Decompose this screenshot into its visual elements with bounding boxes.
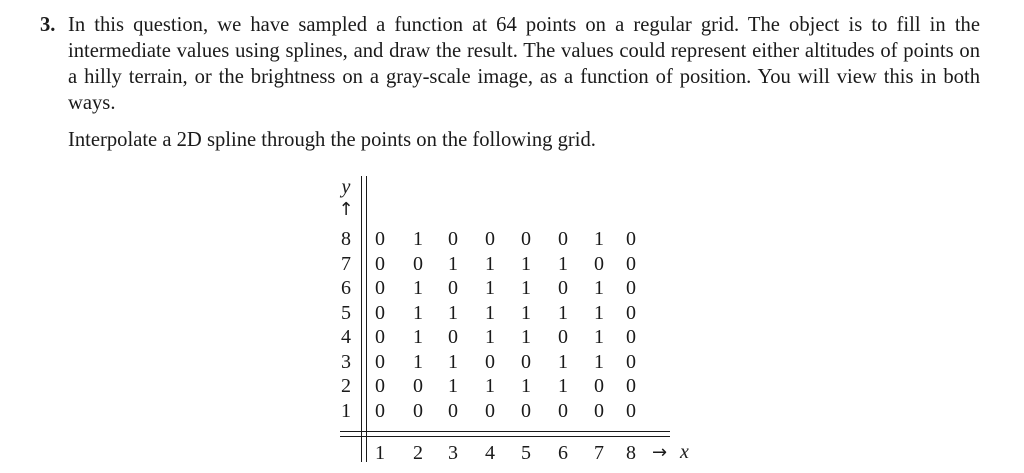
grid-cell: 0	[626, 350, 636, 373]
grid-cell: 0	[594, 375, 604, 397]
grid-cell: 1	[448, 350, 458, 373]
grid-cell: 1	[448, 375, 458, 397]
grid-cell: 1	[594, 301, 604, 324]
grid-cell: 0	[558, 326, 568, 348]
grid-cell: 1	[413, 301, 423, 324]
grid-cell: 0	[448, 228, 458, 250]
grid-cell: 1	[485, 301, 495, 324]
grid-cell: 1	[413, 350, 423, 373]
row-label: 4	[341, 326, 351, 348]
grid-cell: 0	[375, 350, 385, 373]
grid-cell: 0	[485, 399, 495, 422]
grid-cell: 0	[521, 399, 531, 422]
row-label: 7	[341, 252, 351, 275]
grid-cell: 0	[485, 350, 495, 373]
y-axis-arrow: ↑	[338, 199, 354, 220]
grid-cell: 1	[448, 252, 458, 275]
column-label: 3	[448, 442, 458, 464]
grid-cell: 1	[485, 375, 495, 397]
grid-cell: 0	[558, 228, 568, 250]
grid-cell: 0	[521, 228, 531, 250]
grid-cell: 1	[558, 350, 568, 373]
problem-text: In this question, we have sampled a function at 64 points on a regular grid. The object is to fill in the intermediate values using splines, and draw the result. The values could represent either altitudes of points on a hilly terrain, or the brightness on a gray-scale image, as a function of position. You will view this in both ways.	[68, 14, 980, 114]
x-axis-arrow: →	[652, 442, 668, 463]
column-label: 7	[594, 442, 604, 464]
x-axis-label: x	[680, 441, 689, 463]
column-label: 5	[521, 442, 531, 464]
row-label: 3	[341, 350, 351, 373]
grid-cell: 1	[521, 375, 531, 397]
column-label: 1	[375, 442, 385, 464]
grid-cell: 0	[375, 375, 385, 397]
grid-cell: 0	[521, 350, 531, 373]
grid-horizontal-rule-top	[340, 431, 670, 432]
grid-cell: 1	[413, 326, 423, 348]
grid-cell: 0	[626, 277, 636, 299]
grid-cell: 1	[558, 375, 568, 397]
grid-cell: 0	[375, 252, 385, 275]
grid-cell: 1	[485, 252, 495, 275]
grid-cell: 0	[594, 252, 604, 275]
grid-cell: 1	[521, 252, 531, 275]
grid-cell: 1	[594, 350, 604, 373]
grid-cell: 0	[448, 326, 458, 348]
grid-cell: 0	[626, 252, 636, 275]
grid-cell: 0	[594, 399, 604, 422]
grid-cell: 1	[594, 228, 604, 250]
grid-cell: 1	[521, 277, 531, 299]
grid-cell: 0	[375, 277, 385, 299]
grid-cell: 0	[626, 301, 636, 324]
grid-horizontal-rule-bottom	[340, 436, 670, 437]
column-label: 2	[413, 442, 423, 464]
row-label: 6	[341, 277, 351, 299]
grid-cell: 1	[594, 277, 604, 299]
grid-cell: 1	[558, 252, 568, 275]
grid-cell: 0	[485, 228, 495, 250]
grid-cell: 0	[413, 252, 423, 275]
grid-cell: 1	[448, 301, 458, 324]
row-label: 1	[341, 399, 351, 422]
grid-cell: 1	[594, 326, 604, 348]
grid-cell: 0	[626, 375, 636, 397]
grid-cell: 0	[375, 301, 385, 324]
problem-number: 3.	[40, 14, 56, 36]
grid-cell: 0	[375, 228, 385, 250]
grid-cell: 1	[485, 326, 495, 348]
column-label: 8	[626, 442, 636, 464]
grid-cell: 1	[521, 326, 531, 348]
grid-cell: 0	[626, 228, 636, 250]
grid-cell: 1	[485, 277, 495, 299]
grid-cell: 0	[448, 277, 458, 299]
row-label: 8	[341, 228, 351, 250]
grid-cell: 0	[626, 399, 636, 422]
grid-cell: 1	[413, 228, 423, 250]
y-axis-label: y	[341, 176, 351, 198]
grid-cell: 0	[413, 375, 423, 397]
instruction-text: Interpolate a 2D spline through the points on the following grid.	[68, 129, 596, 151]
grid-cell: 1	[558, 301, 568, 324]
grid-cell: 0	[558, 277, 568, 299]
grid-cell: 1	[413, 277, 423, 299]
grid-cell: 0	[558, 399, 568, 422]
row-label: 2	[341, 375, 351, 397]
row-label: 5	[341, 301, 351, 324]
grid-cell: 0	[448, 399, 458, 422]
grid-cell: 1	[521, 301, 531, 324]
grid-cell: 0	[413, 399, 423, 422]
grid-cell: 0	[626, 326, 636, 348]
grid-cell: 0	[375, 399, 385, 422]
column-label: 6	[558, 442, 568, 464]
column-label: 4	[485, 442, 495, 464]
grid-cell: 0	[375, 326, 385, 348]
